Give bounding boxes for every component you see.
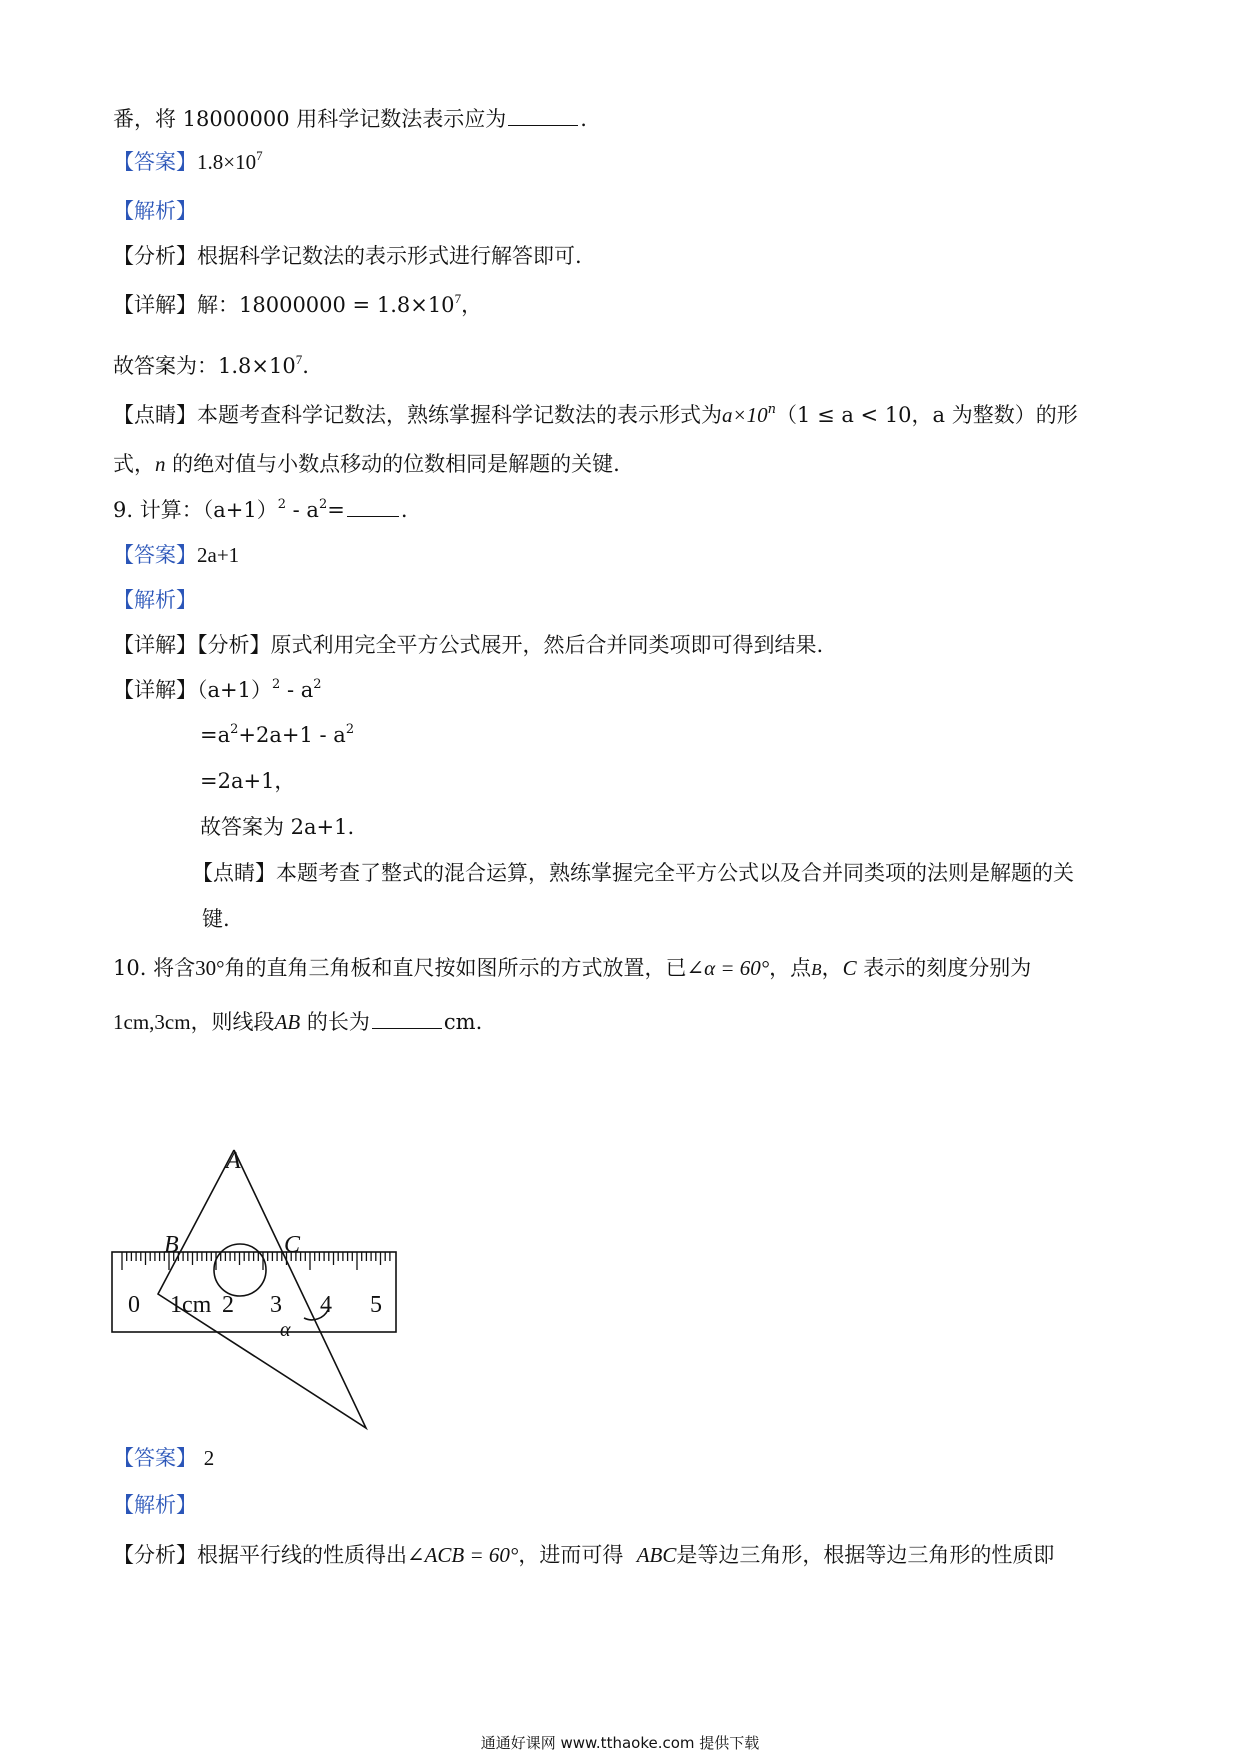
dianjing-tag: 【点睛】: [192, 861, 276, 885]
ruler-label-5: 5: [370, 1292, 382, 1318]
q9-fenxi-tags: 【详解】【分析】: [113, 633, 271, 657]
q8-dianjing-exp: n: [767, 402, 777, 417]
q8-gu-end: .: [302, 354, 309, 378]
q9-step4: 故答案为 2a+1.: [200, 815, 355, 839]
q10-stem-2d: 的长为: [300, 1010, 370, 1034]
dianjing-tag: 【点睛】: [113, 403, 197, 427]
ruler-label-1cm: 1cm: [170, 1292, 212, 1318]
fenxi-tag: 【分析】: [113, 244, 197, 268]
q10-stem-1e: ，点: [769, 956, 812, 980]
q8-dianjing-2c: 的绝对值与小数点移动的位数相同是解题的关键.: [165, 452, 620, 476]
q9-stem-b: - a: [285, 498, 319, 522]
triangle-ruler-figure: [108, 1148, 408, 1438]
xiangjie-tag: 【详解】: [113, 678, 197, 702]
q8-gu-exp: 7: [295, 352, 303, 367]
q8-xiangjie-end: ，: [461, 293, 483, 317]
q10-stem-1g: ，: [821, 956, 843, 980]
ruler-ticks: [122, 1252, 390, 1270]
label-b: B: [164, 1232, 179, 1258]
q8-dianjing-1a: 本题考查科学记数法，熟练掌握科学记数法的表示形式为: [197, 403, 722, 427]
q10-stem-unit: cm.: [443, 1010, 483, 1034]
q10-fenxi-c: ，进而可得: [518, 1543, 624, 1567]
q10-stem-1c: 角的直角三角板和直尺按如图所示的方式放置，已: [224, 956, 687, 980]
q10-fenxi-e: 是等边三角形，根据等边三角形的性质即: [676, 1543, 1055, 1567]
q9-step1-b: - a: [280, 678, 314, 702]
q9-stem-exp1: 2: [277, 497, 286, 512]
q9-dianjing-1: [192, 861, 1074, 886]
ruler-label-2: 2: [222, 1292, 234, 1318]
q10-angle-30: 30°: [195, 956, 225, 980]
answer-tag: 【答案】: [113, 543, 197, 567]
ruler-label-4: 4: [320, 1292, 332, 1318]
q10-stem-2b: ，则线段: [190, 1010, 275, 1034]
q9-xiangjie: [113, 678, 322, 703]
q9-step1-exp: 2: [271, 677, 281, 692]
label-alpha: α: [280, 1319, 291, 1341]
q8-jiexi-tag: 【解析】: [113, 199, 197, 223]
q10-stem-1i: 表示的刻度分别为: [856, 956, 1032, 980]
q10-answer-line: [113, 1446, 214, 1471]
q9-dianjing-1-text: 本题考查了整式的混合运算，熟练掌握完全平方公式以及合并同类项的法则是解题的关: [276, 861, 1074, 885]
q8-stem-text: 番，将 18000000 用科学记数法表示应为: [113, 107, 507, 131]
q9-step2-b: +2a+1 - a: [238, 723, 346, 747]
ruler-label-3: 3: [270, 1292, 282, 1318]
q8-dianjing-formula: a×10: [722, 403, 768, 427]
q8-xiangjie: [113, 293, 482, 318]
q9-stem-a: 9. 计算：（a+1）: [113, 498, 278, 522]
xiangjie-tag: 【详解】: [113, 293, 197, 317]
q8-dianjing-2: [113, 452, 620, 477]
q9-answer-line: [113, 543, 239, 568]
page-footer: 通通好课网 www.tthaoke.com 提供下载: [480, 1734, 760, 1752]
answer-blank: [372, 1028, 442, 1029]
q10-fenxi-a: 根据平行线的性质得出: [197, 1543, 407, 1567]
q10-stem-1: [113, 956, 1031, 981]
q9-fenxi: [113, 633, 823, 658]
q9-step2-exp: 2: [230, 722, 239, 737]
q8-xiangjie-exp: 7: [454, 291, 462, 306]
q10-point-b: B: [811, 960, 822, 979]
q9-stem-c: =: [327, 498, 345, 522]
q8-dianjing-2a: 式，: [113, 452, 155, 476]
q10-stem-2: [113, 1010, 482, 1035]
q8-answer-line: [113, 150, 263, 175]
q8-answer-exp: 7: [256, 148, 263, 163]
q9-step2-exp2: 2: [345, 722, 355, 737]
fenxi-tag: 【分析】: [113, 1543, 197, 1567]
q9-answer: 2a+1: [197, 543, 240, 567]
q9-stem-end: .: [400, 498, 408, 522]
q10-jiexi-tag: 【解析】: [113, 1493, 197, 1517]
q9-jiexi-tag: 【解析】: [113, 588, 197, 612]
q10-stem-1a: 10. 将含: [113, 956, 196, 980]
q10-scale-values: 1cm,3cm: [113, 1010, 191, 1034]
label-a: A: [226, 1148, 241, 1174]
q10-angle-alpha: ∠α = 60°: [686, 956, 770, 980]
q8-fenxi-text: 根据科学记数法的表示形式进行解答即可.: [197, 244, 582, 268]
q9-step2-a: =a: [200, 723, 231, 747]
q9-stem-exp2: 2: [318, 497, 328, 512]
q8-gu-text: 故答案为：1.8×10: [113, 354, 296, 378]
q8-xiangjie-text: 解：18000000 = 1.8×10: [197, 293, 455, 317]
answer-blank: [347, 516, 399, 517]
q8-dianjing-n: n: [155, 452, 166, 476]
q8-stem-end: .: [580, 107, 587, 131]
q8-dianjing-1: [113, 403, 1078, 428]
ruler-label-0: 0: [128, 1292, 140, 1318]
q10-answer: 2: [203, 1446, 215, 1470]
q9-stem: [113, 498, 408, 523]
answer-tag: 【答案】: [113, 1446, 197, 1470]
q8-stem: [113, 107, 587, 132]
answer-blank: [508, 125, 578, 126]
triangle: [158, 1150, 366, 1428]
q9-step1-a: （a+1）: [197, 678, 272, 702]
label-c: C: [284, 1232, 301, 1258]
q8-dianjing-1c: （1 ≤ a < 10，a 为整数）的形: [776, 403, 1078, 427]
q8-answer: 1.8×10: [197, 150, 257, 174]
q8-gu: [113, 354, 309, 379]
q9-step1-exp2: 2: [313, 677, 322, 692]
q10-point-c: C: [842, 956, 857, 980]
q8-fenxi: [113, 244, 582, 269]
q10-fenxi-triangle: ABC: [636, 1543, 677, 1567]
q10-segment-ab: AB: [274, 1010, 301, 1034]
q9-step3: =2a+1，: [200, 769, 296, 793]
q9-fenxi-text: 原式利用完全平方公式展开，然后合并同类项即可得到结果.: [270, 633, 824, 657]
answer-tag: 【答案】: [113, 150, 197, 174]
q10-fenxi-angle: ∠ACB = 60°: [407, 1543, 519, 1567]
q10-fenxi: [113, 1543, 1054, 1568]
q9-dianjing-2: 键.: [202, 907, 230, 931]
q9-step2: [200, 723, 354, 748]
